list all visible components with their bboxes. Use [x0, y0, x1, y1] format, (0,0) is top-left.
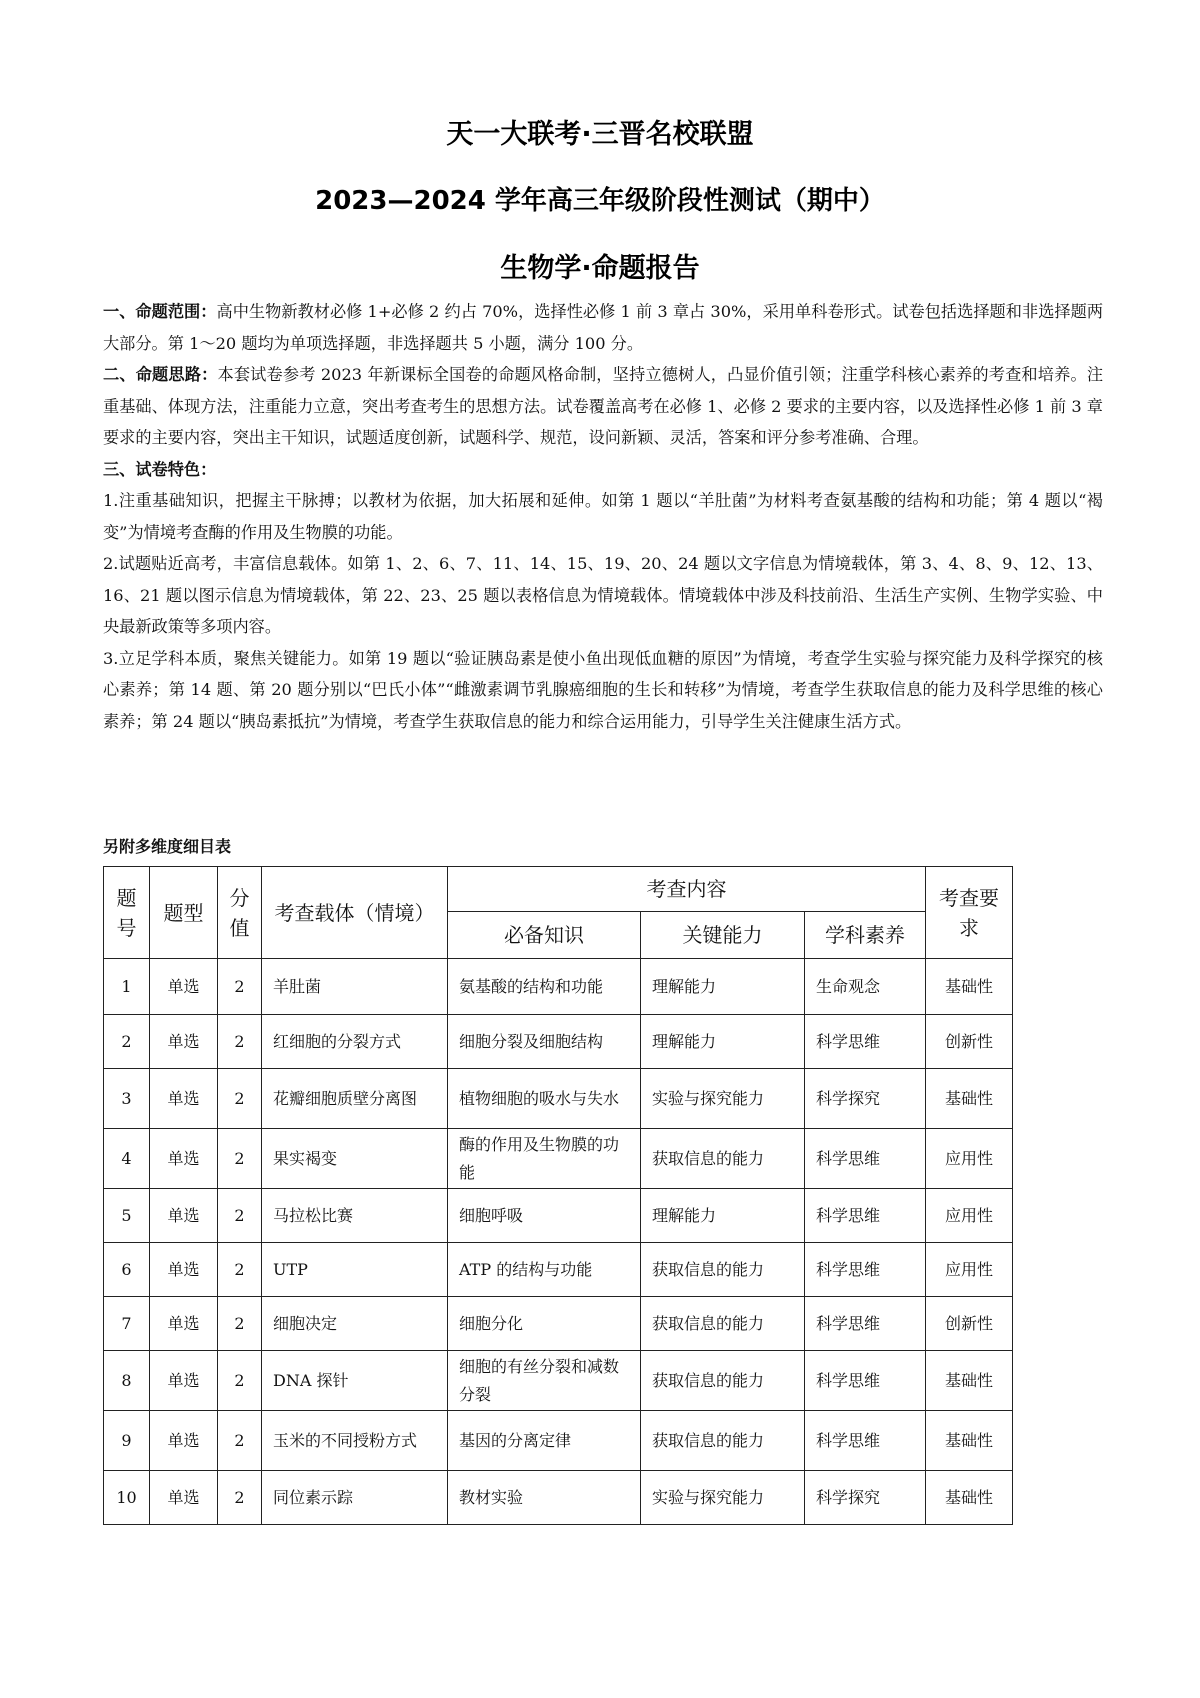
cell-requirement: 基础性	[926, 1351, 1013, 1411]
cell-carrier: 羊肚菌	[262, 959, 448, 1015]
cell-carrier: 红细胞的分裂方式	[262, 1015, 448, 1069]
table-row	[104, 1243, 1013, 1297]
header-ability: 关键能力	[641, 912, 805, 959]
header-score: 分值	[218, 867, 262, 959]
cell-literacy: 生命观念	[805, 959, 926, 1015]
cell-carrier: 马拉松比赛	[262, 1189, 448, 1243]
cell-type: 单选	[150, 1015, 218, 1069]
cell-type: 单选	[150, 959, 218, 1015]
cell-literacy: 科学探究	[805, 1069, 926, 1129]
cell-knowledge: 氨基酸的结构和功能	[448, 959, 641, 1015]
cell-literacy: 科学思维	[805, 1129, 926, 1189]
table-row	[104, 1069, 1013, 1129]
cell-type: 单选	[150, 1129, 218, 1189]
cell-carrier: 花瓣细胞质壁分离图	[262, 1069, 448, 1129]
cell-literacy: 科学思维	[805, 1351, 926, 1411]
cell-literacy: 科学思维	[805, 1015, 926, 1069]
cell-carrier: UTP	[262, 1243, 448, 1297]
table-header-row	[104, 867, 1013, 912]
cell-num: 3	[104, 1069, 150, 1129]
feature-point: 1.注重基础知识，把握主干脉搏；以教材为依据，加大拓展和延伸。如第 1 题以“羊肚菌”为材料考查氨基酸的结构和功能；第 4 题以“褐变”为情境考查酶的作用及生物膜的功能。	[103, 491, 1103, 542]
section-approach	[103, 359, 1103, 454]
cell-score: 2	[218, 1297, 262, 1351]
cell-score: 2	[218, 1069, 262, 1129]
cell-score: 2	[218, 1189, 262, 1243]
cell-ability: 理解能力	[641, 1015, 805, 1069]
cell-carrier: 玉米的不同授粉方式	[262, 1411, 448, 1471]
cell-knowledge: 植物细胞的吸水与失水	[448, 1069, 641, 1129]
table-row	[104, 1351, 1013, 1411]
report-body	[103, 296, 1103, 737]
cell-carrier: 细胞决定	[262, 1297, 448, 1351]
section-features-heading: 三、试卷特色：	[103, 459, 217, 479]
cell-num: 6	[104, 1243, 150, 1297]
cell-num: 1	[104, 959, 150, 1015]
cell-num: 10	[104, 1471, 150, 1525]
cell-requirement: 应用性	[926, 1189, 1013, 1243]
cell-score: 2	[218, 959, 262, 1015]
section-features	[103, 454, 1103, 486]
table-row	[104, 1015, 1013, 1069]
cell-ability: 理解能力	[641, 959, 805, 1015]
feature-point: 3.立足学科本质，聚焦关键能力。如第 19 题以“验证胰岛素是使小鱼出现低血糖的原因”为情境，考查学生实验与探究能力及科学探究的核心素养；第 14 题、第 20 题分别以“巴氏小体”“雌激素调节乳腺癌细胞的生长和转移”为情境，考查学生获取信息的能力及科学思维的核心素养；第 24 题以“胰岛素抵抗”为情境，考查学生获取信息的能力和综合运用能力，引导学生关注健康生活方式。	[103, 648, 1103, 731]
feature-point: 2.试题贴近高考，丰富信息载体。如第 1、2、6、7、11、14、15、19、20、24 题以文字信息为情境载体，第 3、4、8、9、12、13、16、21 题以图示信息为情境载体，第 22、23、25 题以表格信息为情境载体。情境载体中涉及科技前沿、生活生产实例、生物学实验、中央最新政策等多项内容。	[103, 554, 1103, 636]
table-row	[104, 959, 1013, 1015]
cell-score: 2	[218, 1351, 262, 1411]
cell-knowledge: 酶的作用及生物膜的功能	[448, 1129, 641, 1189]
cell-requirement: 基础性	[926, 959, 1013, 1015]
cell-requirement: 创新性	[926, 1297, 1013, 1351]
cell-literacy: 科学思维	[805, 1411, 926, 1471]
header-num: 题号	[104, 867, 150, 959]
cell-requirement: 创新性	[926, 1015, 1013, 1069]
cell-type: 单选	[150, 1297, 218, 1351]
cell-knowledge: 细胞呼吸	[448, 1189, 641, 1243]
cell-type: 单选	[150, 1351, 218, 1411]
cell-knowledge: 细胞分化	[448, 1297, 641, 1351]
cell-knowledge: 基因的分离定律	[448, 1411, 641, 1471]
report-title: 生物学·命题报告	[500, 253, 700, 284]
cell-knowledge: 教材实验	[448, 1471, 641, 1525]
cell-ability: 获取信息的能力	[641, 1243, 805, 1297]
header-carrier: 考查载体（情境）	[262, 867, 448, 959]
cell-ability: 实验与探究能力	[641, 1471, 805, 1525]
cell-literacy: 科学思维	[805, 1243, 926, 1297]
cell-ability: 获取信息的能力	[641, 1297, 805, 1351]
cell-num: 2	[104, 1015, 150, 1069]
cell-type: 单选	[150, 1069, 218, 1129]
table-row	[104, 1129, 1013, 1189]
cell-requirement: 应用性	[926, 1129, 1013, 1189]
section-scope-text: 高中生物新教材必修 1+必修 2 约占 70%，选择性必修 1 前 3 章占 30%，采用单科卷形式。试卷包括选择题和非选择题两大部分。第 1～20 题均为单项选择题，非选择题共 5 小题，满分 100 分。	[103, 302, 1104, 353]
cell-carrier: 果实褐变	[262, 1129, 448, 1189]
cell-score: 2	[218, 1129, 262, 1189]
section-approach-heading: 二、命题思路：	[103, 365, 218, 384]
cell-ability: 获取信息的能力	[641, 1129, 805, 1189]
cell-carrier: DNA 探针	[262, 1351, 448, 1411]
header-type: 题型	[150, 867, 218, 959]
section-scope	[103, 296, 1103, 359]
cell-ability: 获取信息的能力	[641, 1411, 805, 1471]
cell-carrier: 同位素示踪	[262, 1471, 448, 1525]
cell-requirement: 基础性	[926, 1471, 1013, 1525]
header-requirement: 考查要求	[926, 867, 1013, 959]
table-row	[104, 1297, 1013, 1351]
header-content: 考查内容	[448, 867, 926, 912]
cell-type: 单选	[150, 1471, 218, 1525]
cell-knowledge: ATP 的结构与功能	[448, 1243, 641, 1297]
cell-score: 2	[218, 1243, 262, 1297]
cell-num: 4	[104, 1129, 150, 1189]
detail-table	[103, 866, 1013, 1525]
section-approach-text: 本套试卷参考 2023 年新课标全国卷的命题风格命制，坚持立德树人，凸显价值引领；注重学科核心素养的考查和培养。注重基础、体现方法，注重能力立意，突出考查考生的思想方法。试卷覆盖高考在必修 1、必修 2 要求的主要内容，以及选择性必修 1 前 3 章要求的主要内容，突出主干知识，试题适度创新，试题科学、规范，设问新颖、灵活，答案和评分参考准确、合理。	[103, 365, 1104, 447]
cell-num: 5	[104, 1189, 150, 1243]
section-scope-heading: 一、命题范围：	[103, 302, 217, 321]
cell-type: 单选	[150, 1189, 218, 1243]
table-row	[104, 1411, 1013, 1471]
cell-literacy: 科学探究	[805, 1471, 926, 1525]
table-row	[104, 1471, 1013, 1525]
cell-ability: 理解能力	[641, 1189, 805, 1243]
header-literacy: 学科素养	[805, 912, 926, 959]
cell-ability: 获取信息的能力	[641, 1351, 805, 1411]
cell-num: 8	[104, 1351, 150, 1411]
cell-ability: 实验与探究能力	[641, 1069, 805, 1129]
exam-alliance-title: 天一大联考·三晋名校联盟	[446, 119, 754, 150]
cell-type: 单选	[150, 1411, 218, 1471]
cell-literacy: 科学思维	[805, 1189, 926, 1243]
cell-requirement: 基础性	[926, 1069, 1013, 1129]
table-row	[104, 1189, 1013, 1243]
cell-num: 7	[104, 1297, 150, 1351]
cell-knowledge: 细胞的有丝分裂和减数分裂	[448, 1351, 641, 1411]
exam-term-title: 2023—2024 学年高三年级阶段性测试（期中）	[315, 186, 885, 216]
table-body	[104, 959, 1013, 1525]
cell-knowledge: 细胞分裂及细胞结构	[448, 1015, 641, 1069]
table-caption: 另附多维度细目表	[103, 837, 232, 856]
cell-type: 单选	[150, 1243, 218, 1297]
header-knowledge: 必备知识	[448, 912, 641, 959]
cell-requirement: 基础性	[926, 1411, 1013, 1471]
cell-score: 2	[218, 1411, 262, 1471]
cell-num: 9	[104, 1411, 150, 1471]
cell-score: 2	[218, 1015, 262, 1069]
cell-requirement: 应用性	[926, 1243, 1013, 1297]
cell-literacy: 科学思维	[805, 1297, 926, 1351]
cell-score: 2	[218, 1471, 262, 1525]
